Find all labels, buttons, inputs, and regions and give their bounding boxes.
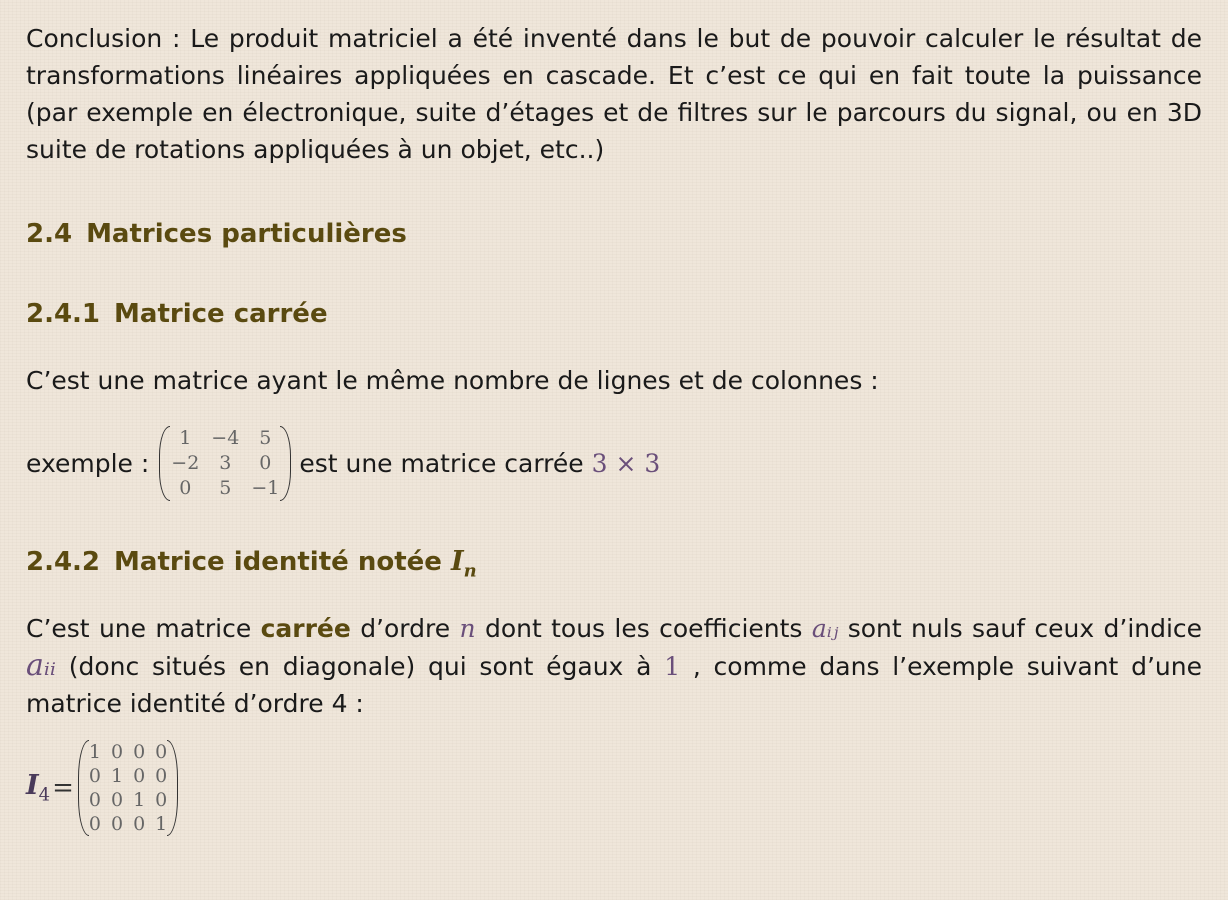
matrix-cell: 0: [133, 813, 146, 835]
matrix-cell: 0: [133, 765, 146, 787]
subsection-title: Matrice carrée: [114, 299, 328, 329]
matrix-cell: 1: [133, 789, 146, 811]
identity-definition: C’est une matrice carrée d’ordre n dont tous les coefficients aᵢⱼ sont nuls sauf ceux d’indice aᵢᵢ (donc situés en diagonale) qui sont égaux à 1 , comme dans l’exemple suivant d’une matrice identité d’ordre 4 :: [26, 614, 1203, 718]
matrix-cell: 0: [88, 789, 101, 811]
section-title: Matrices particulières: [86, 219, 407, 249]
matrix-cell: 0: [110, 813, 124, 835]
right-paren: [280, 426, 291, 501]
identity-matrix: [84, 740, 172, 836]
conclusion-paragraph: Conclusion : Le produit matriciel a été inventé dans le but de pouvoir calculer le résultat de transformations linéaires appliquées en cascade. Et c’est ce qui en fait toute la puissance (par exemple en électronique, suite d’étages et de filtres sur le parcours du signal, ou en 3D suite de rotations appliquées à un objet, etc..): [26, 24, 1202, 164]
subsection-title: Matrice identité notée: [114, 547, 442, 577]
example-text: est une matrice carrée: [299, 448, 584, 478]
left-paren: [78, 740, 89, 836]
matrix-cell: 5: [219, 476, 232, 499]
matrix-cell: 1: [110, 765, 124, 787]
symbol-n: n: [459, 614, 476, 643]
equals-sign: =: [52, 773, 74, 803]
matrix-cell: −4: [211, 426, 240, 449]
matrix-row: [165, 476, 285, 501]
matrix-cell: 1: [88, 741, 101, 763]
matrix-cell: 0: [155, 741, 168, 763]
matrix-cell: 5: [259, 426, 272, 449]
matrix-cell: 0: [110, 789, 124, 811]
symbol-aij: aᵢⱼ: [811, 614, 839, 643]
matrix-cell: 3: [219, 451, 232, 474]
symbol-aii: aᵢᵢ: [26, 648, 56, 683]
left-paren: [159, 426, 170, 501]
symbol-one: 1: [664, 652, 681, 681]
matrix-row: [84, 788, 172, 812]
right-paren: [167, 740, 178, 836]
example-label: exemple :: [26, 448, 150, 478]
matrix-cell: 0: [110, 741, 124, 763]
matrix-cell: 0: [155, 765, 168, 787]
matrix-cell: 0: [88, 813, 101, 835]
matrix-cell: 1: [179, 426, 192, 449]
matrix-cell: −2: [171, 451, 200, 474]
subsection-heading-identity: [26, 546, 477, 581]
square-definition: C’est une matrice ayant le même nombre de lignes et de colonnes :: [26, 366, 879, 395]
subsection-heading-square: [26, 299, 328, 329]
example-dimension: 3 × 3: [591, 448, 661, 478]
subsection-number: 2.4.2: [26, 547, 101, 577]
matrix-row: [84, 812, 172, 836]
matrix-cell: 1: [155, 813, 168, 835]
subsection-number: 2.4.1: [26, 299, 101, 329]
section-number: 2.4: [26, 219, 73, 249]
matrix-row: [84, 740, 172, 764]
identity-example: [26, 738, 172, 838]
matrix-cell: 0: [155, 789, 168, 811]
matrix-cell: 0: [259, 451, 272, 474]
matrix-cell: 0: [179, 476, 192, 499]
example-matrix: [165, 426, 285, 501]
matrix-cell: 0: [88, 765, 101, 787]
matrix-cell: 0: [133, 741, 146, 763]
section-heading: [26, 219, 407, 249]
matrix-row: [165, 426, 285, 451]
square-example: [26, 423, 660, 503]
matrix-cell: −1: [251, 476, 280, 499]
matrix-row: [84, 764, 172, 788]
bold-term: carrée: [260, 614, 351, 643]
matrix-row: [165, 451, 285, 476]
identity-label: $I_4$: [26, 770, 51, 806]
identity-symbol: $I_n$: [450, 546, 477, 582]
